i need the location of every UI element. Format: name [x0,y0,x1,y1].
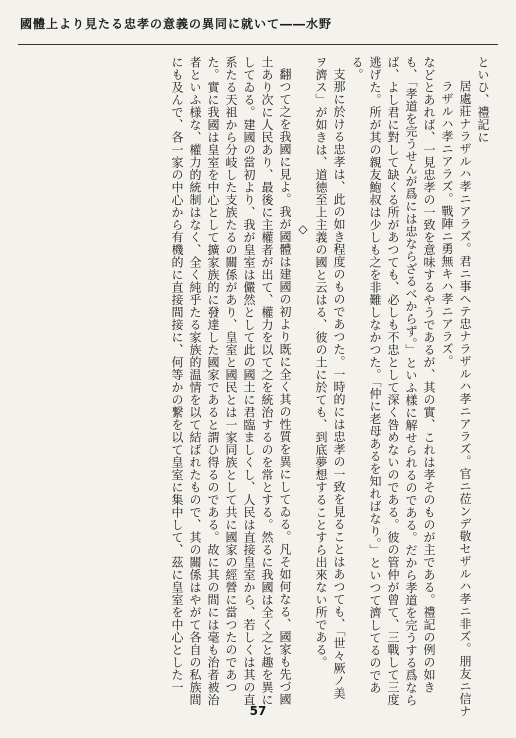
text-column: などとあれば、一見忠孝の一致を意味するやうであるが、其の實、これは孝そのものが主である。禮記の例の如き [422,56,436,694]
text-column: 系たる天祖から分岐した支族たるの關係があり、皇室と國民とは一家同族として共に國家の經營に當つたのであつ [224,56,238,694]
text-column: ラザルハ孝ニアラズ。戰陣ニ勇無キハ孝ニアラズ。 [440,80,454,368]
section-divider [294,56,312,684]
text-column: にも及んで、各一家の中心から有機的に直接間接に、何等かの繋を以て皇室に集中して、茲に皇室を中心とした一 [170,56,184,694]
text-column: といひ、禮記に [476,56,490,144]
text-column: ば、よし君に對して缺くる所があつても、必しも不忠として深く咎めないのである。彼の管仲が曾て、三戰して三度 [386,56,400,706]
header-rule [18,44,498,45]
text-column: る。 [350,56,364,81]
text-column: た。實に我國は皇室を中心として擴家族的に發達した國家であると謂ひ得るのである。故に其の間には毫も治者被治 [206,56,220,706]
text-column: も、「孝道を完うせんが爲には忠ならざるべからず。」といふ樣に解せられるのである。だから孝道を完うする爲なら [404,56,418,707]
text-column: 土あり次に人民あり、最後に主權者が出て、權力を以て之を統治するのを常とする。然るに我國は全く之と趣を異に [260,56,274,706]
text-column: ヲ濟ス」が如きは、道徳至上主義の國と云はる、彼の土に於ても、到底夢想することすら出來ない所である。 [314,56,328,669]
text-column: 逃げた。所が其の親友鮑叔は少しも之を非難しなかつた。「仲に老母あるを知ればなり。」といつて濟してるのであ [368,56,382,694]
text-column: 支那に於ける忠孝は、此の如き程度のものであつた。一時的には忠孝の一致を見ることはあつても、「世々厥ノ美 [332,68,346,700]
text-column: 翻つて之を我國に見よ。我が國體は建國の初より既に全く其の性質を異にしてゐる。凡そ如何なる、國家も先づ國 [278,68,292,706]
diamond-ornament-icon: ◇ [296,222,310,237]
text-column: 居處莊ナラザルハ孝ニアラズ。君ニ事ヘテ忠ナラザルハ孝ニアラズ。官ニ莅ンデ敬セザルハ孝ニ非ズ。朋友ニ信ナ [458,80,472,718]
running-header [20,12,496,34]
text-column: してゐる。建國の當初より、我が皇室は儼然として此の國土に君臨ましくし、人民は直接皇室から、若しくは其の直 [242,56,256,706]
page-number: 57 [249,704,267,718]
header-title: 國體上より見たる忠孝の意義の異同に就いて――水野 [20,16,333,31]
text-column: 者といふ様な、權力的統制はなく、全く純乎たる家族的温情を以て結ばれたもので、其の關係はやがて各自の私族間 [188,56,202,706]
